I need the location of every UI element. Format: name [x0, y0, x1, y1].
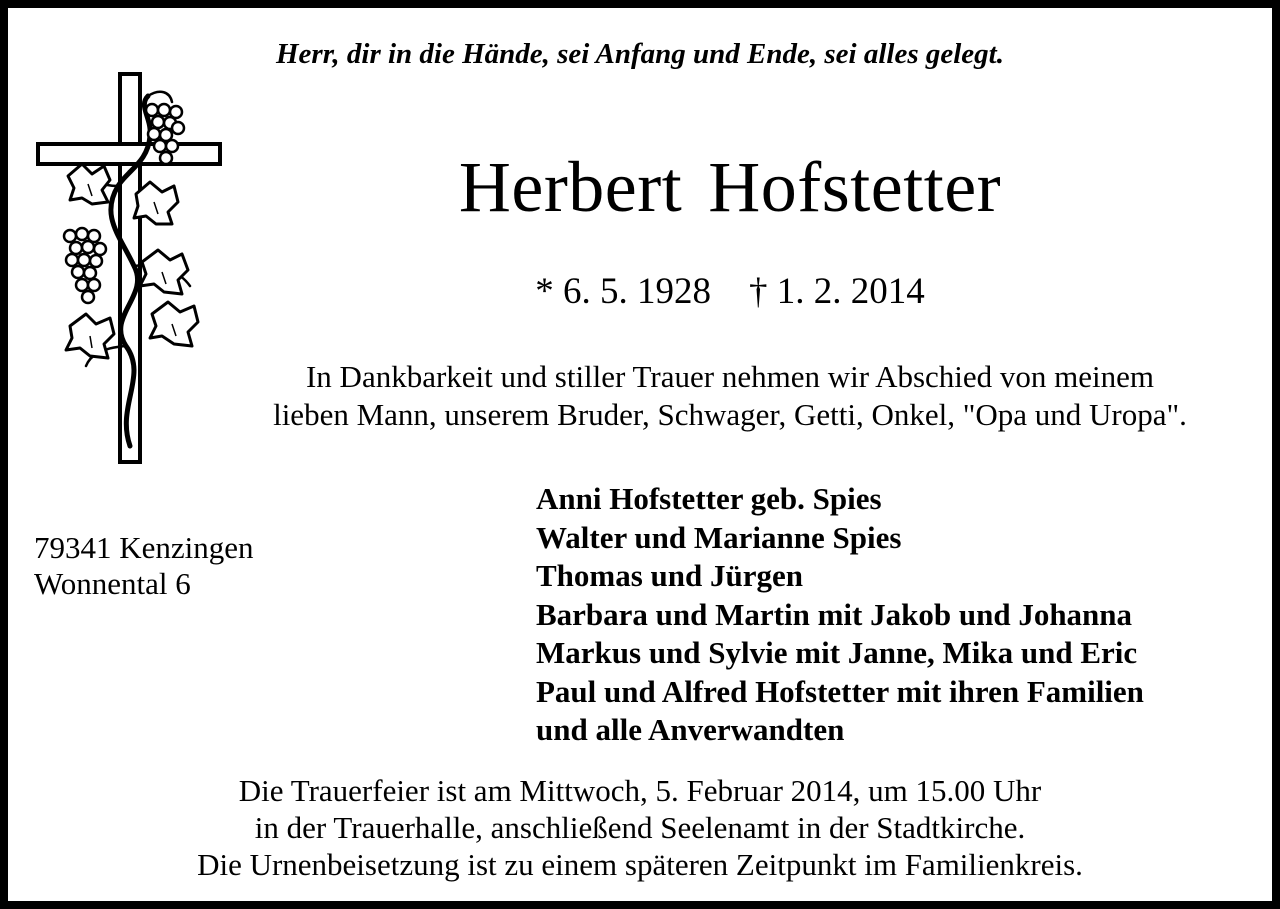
mourner-line: Anni Hofstetter geb. Spies	[536, 481, 882, 516]
mourner-line: Barbara und Martin mit Jakob und Johanna	[536, 596, 1133, 632]
mourners-list	[536, 480, 1144, 750]
mourner-line: Paul und Alfred Hofstetter mit ihren Familien	[536, 673, 1144, 709]
life-dates	[208, 270, 1252, 313]
address-line: Wonnental 6	[34, 566, 191, 601]
farewell-line: lieben Mann, unserem Bruder, Schwager, Getti, Onkel, "Opa und Uropa".	[273, 397, 1187, 432]
service-information	[8, 772, 1272, 883]
farewell-text	[188, 358, 1272, 434]
last-name: Hofstetter	[708, 147, 1002, 227]
mourner-line: Walter und Marianne Spies	[536, 519, 902, 555]
farewell-line: In Dankbarkeit und stiller Trauer nehmen wir Abschied von meinem	[305, 359, 1155, 394]
mourner-line: und alle Anverwandten	[536, 712, 845, 747]
address-block	[34, 530, 254, 602]
birth-date: * 6. 5. 1928	[535, 271, 711, 312]
death-date: † 1. 2. 2014	[749, 271, 925, 312]
mourner-line: Thomas und Jürgen	[536, 558, 804, 593]
motto: Herr, dir in die Hände, sei Anfang und Ende, sei alles gelegt.	[275, 38, 1004, 70]
first-name: Herbert	[458, 147, 683, 227]
service-line: in der Trauerhalle, anschließend Seelenamt in der Stadtkirche.	[254, 810, 1026, 845]
service-line: Die Urnenbeisetzung ist zu einem späteren Zeitpunkt im Familienkreis.	[197, 847, 1083, 882]
deceased-name	[208, 146, 1252, 229]
service-line: Die Trauerfeier ist am Mittwoch, 5. Februar 2014, um 15.00 Uhr	[238, 773, 1042, 808]
address-line: 79341 Kenzingen	[34, 530, 254, 565]
mourner-line: Markus und Sylvie mit Janne, Mika und Eric	[536, 635, 1138, 670]
